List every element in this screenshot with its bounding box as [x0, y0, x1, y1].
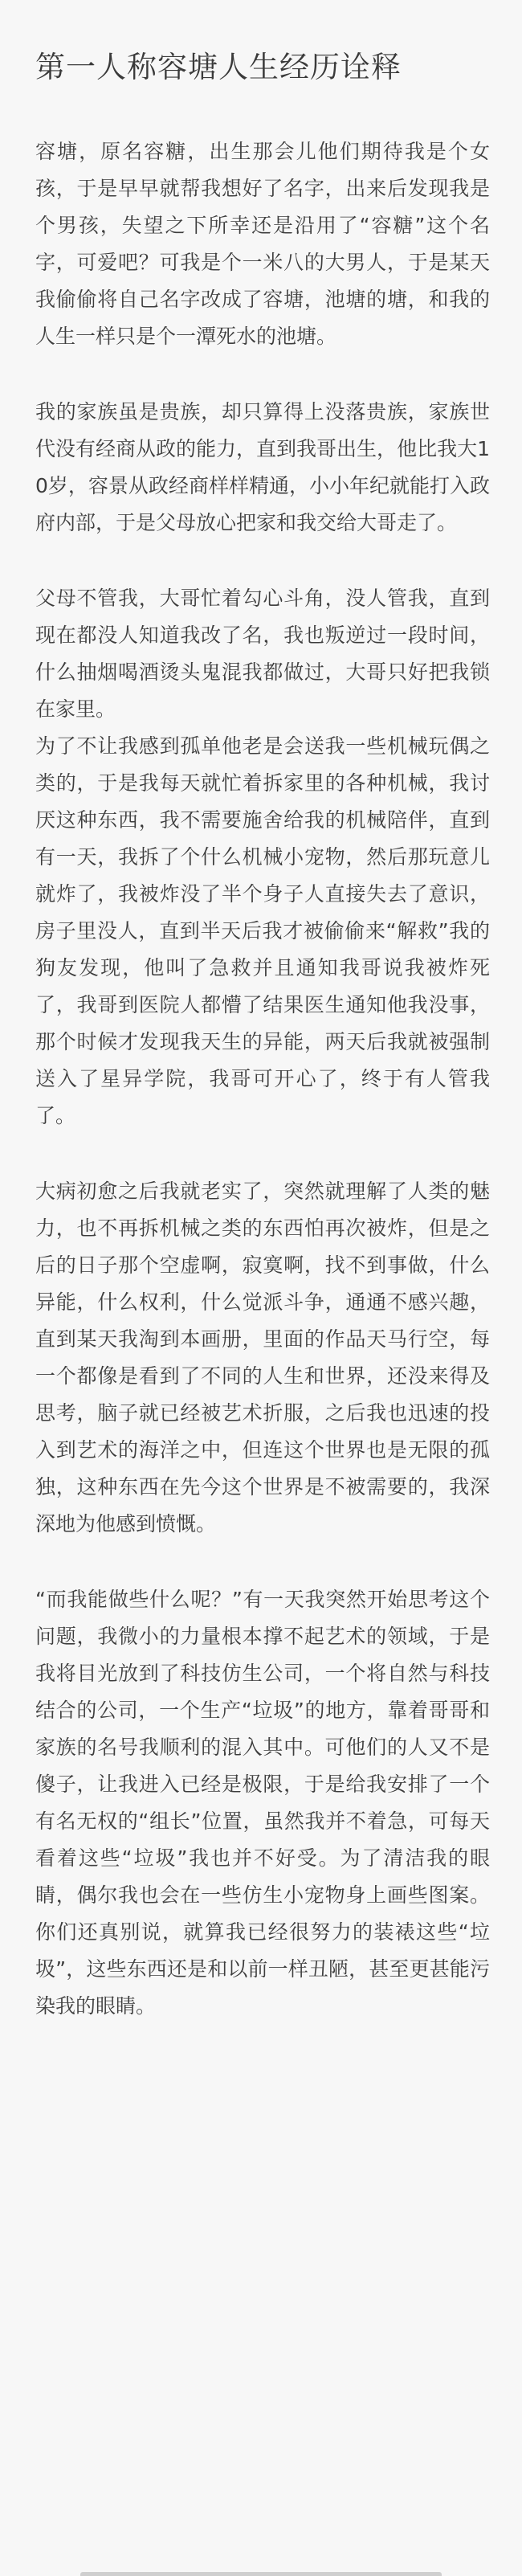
paragraph-explosion: 为了不让我感到孤单他老是会送我一些机械玩偶之类的，于是我每天就忙着拆家里的各种机械，我讨厌这种东西，我不需要施舍给我的机械陪伴，直到有一天，我拆了个什么机械小宠物，然后那玩意儿就炸了，我被炸没了半个身子人直接失去了意识，房子里没人，直到半天后我才被偷偷来“解救”我的狗友发现，他叫了急救并且通知我哥说我被炸死了，我哥到医院人都懵了结果医生通知他我没事，那个时候才发现我天生的异能，两天后我就被强制送入了星异学院，我哥可开心了，终于有人管我了。: [35, 734, 490, 1127]
paragraph-company: “而我能做些什么呢？”有一天我突然开始思考这个问题，我微小的力量根本撑不起艺术的领域，于是我将目光放到了科技仿生公司，一个将自然与科技结合的公司，一个生产“垃圾”的地方，靠着哥哥和家族的名号我顺利的混入其中。可他们的人又不是傻子，让我进入已经是极限，于是给我安排了一个有名无权的“组长”位置，虽然我并不着急，可每天看着这些“垃圾”我也并不好受。为了清洁我的眼睛，偶尔我也会在一些仿生小宠物身上画些图案。你们还真别说，就算我已经很努力的装裱这些“垃圾”，这些东西还是和以前一样丑陋，甚至更甚能污染我的眼睛。: [35, 1588, 490, 2018]
paragraph-family: 我的家族虽是贵族，却只算得上没落贵族，家族世代没有经商从政的能力，直到我哥出生，他比我大10岁，容景从政经商样样精通，小小年纪就能打入政府内部，于是父母放心把家和我交给大哥走了。: [35, 400, 490, 534]
article-title: 第一人称容塘人生经历诠释: [35, 50, 402, 84]
paragraph-spacer: [35, 355, 490, 394]
paragraph-spacer: [35, 1543, 490, 1581]
paragraph-spacer: [35, 542, 490, 580]
paragraph-art: 大病初愈之后我就老实了，突然就理解了人类的魅力，也不再拆机械之类的东西怕再次被炸，但是之后的日子那个空虚啊，寂寞啊，找不到事做，什么异能，什么权利，什么觉派斗争，通通不感兴趣，直到某天我淘到本画册，里面的作品天马行空，每一个都像是看到了不同的人生和世界，还没来得及思考，脑子就已经被艺术折服，之后我也迅速的投入到艺术的海洋之中，但连这个世界也是无限的孤独，这种东西在先今这个世界是不被需要的，我深深地为他感到愤慨。: [35, 1180, 490, 1535]
horizontal-scrollbar[interactable]: [80, 2572, 442, 2576]
paragraph-rebellion: 父母不管我，大哥忙着勾心斗角，没人管我，直到现在都没人知道我改了名，我也叛逆过一段时间，什么抽烟喝酒烫头鬼混我都做过，大哥只好把我锁在家里。: [35, 587, 490, 721]
paragraph-name-origin: 容塘，原名容糖，出生那会儿他们期待我是个女孩，于是早早就帮我想好了名字，出来后发现我是个男孩，失望之下所幸还是沿用了“容糖”这个名字，可爱吧？可我是个一米八的大男人，于是某天我偷偷将自己名字改成了容塘，池塘的塘，和我的人生一样只是个一潭死水的池塘。: [35, 140, 490, 348]
paragraph-spacer: [35, 1135, 490, 1173]
